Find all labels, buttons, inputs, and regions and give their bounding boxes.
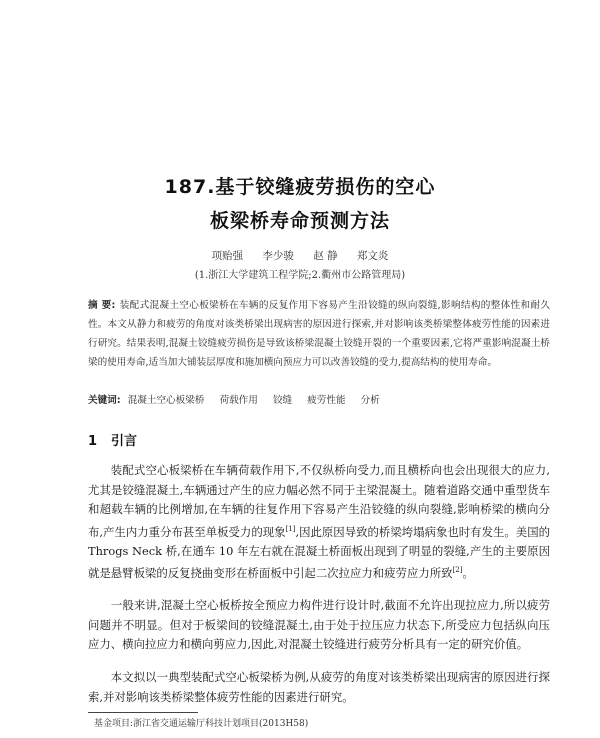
footnote-divider xyxy=(88,712,198,713)
abstract-label: 摘 要: xyxy=(88,300,116,311)
keyword: 分析 xyxy=(360,395,380,406)
affiliation: (1.浙江大学建筑工程学院;2.衢州市公路管理局) xyxy=(194,270,406,281)
abstract-text: 装配式混凝土空心板梁桥在车辆的反复作用下容易产生沿铰缝的纵向裂缝,影响结构的整体性和耐久性。本文从静力和疲劳的角度对该类桥梁出现病害的原因进行探索,并对影响该类桥梁整体疲劳性能的因素进行研究。结果表明,混凝土铰缝疲劳损伤是导致该桥梁混凝土铰缝开裂的一个重要因素,它将严重影响混凝土桥梁的使用寿命,适当加大铺装层厚度和施加横向预应力可以改善铰缝的受力,提高结构的使用寿命。 xyxy=(88,300,550,368)
body-paragraph: 一般来讲,混凝土空心板桥按全预应力构件进行设计时,截面不允许出现拉应力,所以疲劳问题并不明显。但对于板梁间的铰缝混凝土,由于处于拉压应力状态下,所受应力包括纵向压应力、横向拉应力和横向剪应力,因此,对混凝土铰缝进行疲劳分析具有一定的研究价值。 xyxy=(88,598,550,651)
paragraph-text: ,因此原因导致的桥梁垮塌病象也时有发生。美国的 Throgs Neck 桥,在通车 10 年左右就在混凝土桥面板出现到了明显的裂缝,产生的主要原因就是悬臂板梁的反复挠曲变形在桥面板中引起二次拉应力和疲劳应力所致 xyxy=(88,524,550,581)
section-number: 1 xyxy=(88,434,98,449)
paper-title-line-2: 板梁桥寿命预测方法 xyxy=(209,210,390,232)
citation-ref: [2] xyxy=(452,566,463,575)
paper-title-line-1: 187.基于铰缝疲劳损伤的空心 xyxy=(164,176,436,198)
keyword: 疲劳性能 xyxy=(307,395,346,406)
footnote: 基金项目:浙江省交通运输厅科技计划项目(2013H58) xyxy=(94,719,309,729)
paragraph-text: 。 xyxy=(462,566,474,581)
citation-ref: [1] xyxy=(285,524,296,533)
keyword: 铰缝 xyxy=(272,395,293,406)
body-paragraph xyxy=(88,461,550,584)
author-name: 项贻强 xyxy=(211,250,244,262)
keyword: 混凝土空心板梁桥 xyxy=(127,395,205,406)
section-title: 引言 xyxy=(111,434,138,449)
body-paragraph: 本文拟以一典型装配式空心板梁桥为例,从疲劳的角度对该类桥梁出现病害的原因进行探索,并对影响该类桥梁整体疲劳性能的因素进行研究。 xyxy=(88,670,550,704)
keywords-label: 关键词: xyxy=(88,395,121,406)
author-name: 郑文炎 xyxy=(356,250,389,262)
abstract xyxy=(88,296,550,372)
keyword: 荷载作用 xyxy=(219,395,258,406)
keywords xyxy=(88,392,550,406)
paragraph-text: 装配式空心板梁桥在车辆荷载作用下,不仅纵桥向受力,而且横桥向也会出现很大的应力,尤其是铰缝混凝土,车辆通过产生的应力幅必然不同于主梁混凝土。随着道路交通中重型货车和超载车辆的比例增加,在车辆的往复作用下容易产生沿铰缝的纵向裂缝,影响桥梁的横向分布,产生内力重分布甚至单板受力的现象 xyxy=(88,463,550,539)
author-list xyxy=(0,248,600,263)
section-heading xyxy=(88,430,137,449)
author-name: 李少骏 xyxy=(262,250,294,262)
author-name: 赵 静 xyxy=(313,250,338,262)
